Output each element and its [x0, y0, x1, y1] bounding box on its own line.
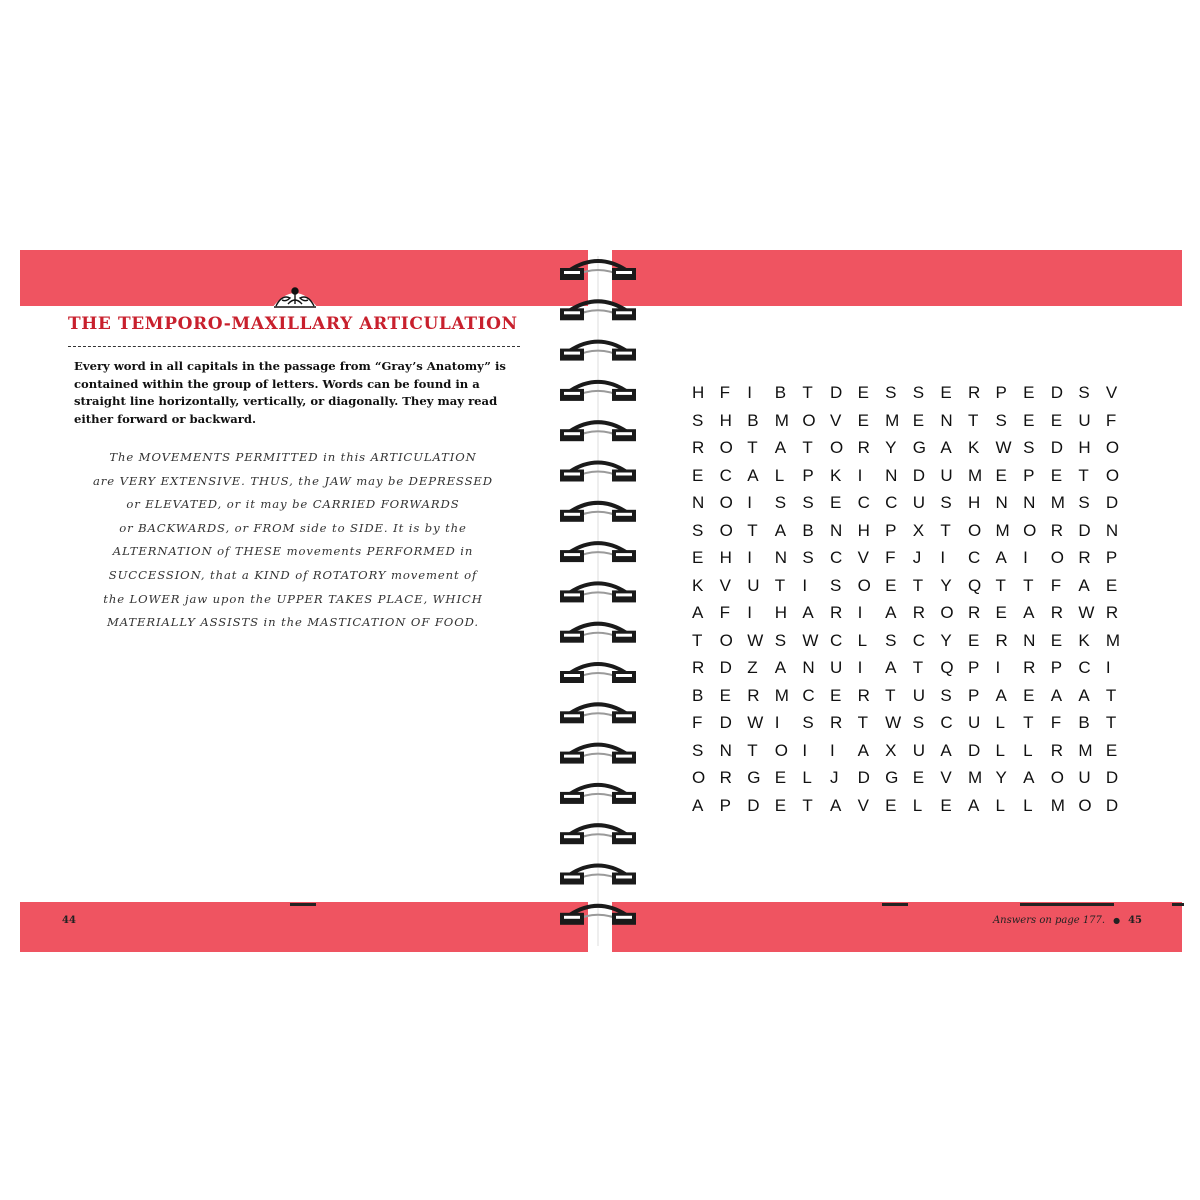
footer-separator: ● — [1113, 916, 1121, 925]
edge-mark — [290, 903, 316, 906]
passage-line: or BACKWARDS, or FROM side to SIDE. It is by the — [119, 520, 467, 535]
grid-letter: M — [967, 465, 983, 485]
grid-letter: F — [1105, 410, 1117, 430]
grid-letter: D — [1105, 795, 1119, 815]
grid-letter: Z — [747, 658, 758, 677]
grid-letter: T — [912, 658, 924, 677]
right-bottom-band — [612, 902, 1182, 952]
passage-line: MATERIALLY ASSISTS in the MASTICATION OF FOOD. — [107, 615, 479, 630]
grid-letter: S — [692, 740, 704, 760]
grid-letter: L — [1023, 740, 1033, 760]
grid-letter: S — [692, 520, 704, 540]
grid-letter: A — [995, 685, 1007, 705]
grid-letter: C — [829, 630, 843, 650]
grid-letter: D — [967, 740, 981, 760]
grid-letter: E — [967, 630, 980, 650]
grid-letter: F — [1050, 575, 1062, 595]
grid-letter: S — [995, 410, 1007, 430]
grid-letter: T — [940, 520, 951, 540]
edge-mark — [1172, 903, 1184, 906]
grid-letter: H — [774, 603, 788, 622]
grid-letter: A — [1023, 603, 1035, 622]
grid-letter: T — [802, 795, 813, 815]
grid-letter: O — [719, 630, 733, 650]
grid-letter: R — [692, 658, 705, 677]
grid-letter: Y — [885, 438, 897, 457]
grid-letter: C — [719, 465, 732, 485]
grid-letter: N — [829, 520, 843, 540]
grid-letter: C — [829, 548, 843, 567]
grid-letter: O — [719, 520, 733, 540]
grid-letter: I — [1023, 548, 1028, 567]
left-page — [20, 250, 588, 952]
grid-letter: G — [747, 768, 761, 787]
grid-letter: I — [774, 713, 780, 732]
grid-letter: T — [1023, 575, 1034, 595]
grid-letter: E — [857, 383, 869, 402]
grid-letter: D — [1050, 438, 1063, 457]
grid-letter: W — [885, 713, 902, 732]
edge-mark — [882, 903, 908, 906]
passage-line: are VERY EXTENSIVE. THUS, the JAW may be DEPRESSED — [93, 473, 493, 488]
grid-letter: M — [995, 520, 1010, 540]
grid-letter: E — [1105, 575, 1118, 595]
grid-letter: D — [1078, 520, 1091, 540]
grid-letter: T — [692, 630, 703, 650]
grid-letter: B — [774, 383, 787, 402]
grid-letter: L — [774, 465, 785, 485]
grid-letter: S — [940, 685, 952, 705]
grid-letter: X — [912, 520, 925, 540]
title-divider — [68, 346, 520, 347]
grid-letter: N — [1023, 493, 1036, 512]
grid-letter: I — [802, 575, 808, 595]
grid-letter: H — [719, 410, 732, 430]
grid-letter: R — [912, 603, 926, 622]
grid-letter: L — [912, 795, 923, 815]
grid-letter: A — [802, 603, 814, 622]
grid-letter: E — [719, 685, 731, 705]
grid-letter: U — [829, 658, 843, 677]
grid-letter: V — [1105, 383, 1118, 402]
grid-letter: E — [1050, 410, 1063, 430]
grid-letter: P — [967, 685, 980, 705]
grid-letter: T — [747, 438, 758, 457]
grid-letter: A — [1050, 685, 1063, 705]
grid-letter: T — [1105, 713, 1117, 732]
grid-letter: S — [885, 383, 897, 402]
grid-letter: A — [940, 438, 952, 457]
grid-letter: O — [857, 575, 871, 595]
answers-reference: Answers on page 177. — [992, 915, 1106, 926]
grid-letter: D — [1050, 383, 1063, 402]
grid-letter: T — [967, 410, 979, 430]
grid-letter: C — [802, 685, 815, 705]
grid-letter: N — [774, 548, 788, 567]
grid-letter: I — [857, 465, 863, 485]
grid-letter: L — [995, 713, 1005, 732]
grid-letter: H — [719, 548, 732, 567]
grid-letter: H — [1078, 438, 1091, 457]
grid-letter: A — [1023, 768, 1035, 787]
grid-letter: A — [692, 795, 704, 815]
grid-letter: W — [1078, 603, 1095, 622]
grid-letter: A — [774, 658, 787, 677]
grid-letter: B — [802, 520, 814, 540]
grid-letter: U — [747, 575, 760, 595]
grid-letter: O — [1050, 548, 1064, 567]
grid-letter: T — [1023, 713, 1034, 732]
grid-letter: O — [692, 768, 706, 787]
grid-letter: T — [802, 438, 813, 457]
grid-letter: O — [940, 603, 954, 622]
grid-letter: T — [1078, 465, 1089, 485]
grid-letter: A — [1078, 575, 1090, 595]
grid-letter: W — [747, 713, 764, 732]
right-top-band — [612, 250, 1182, 306]
grid-letter: U — [1078, 768, 1091, 787]
grid-letter: S — [802, 493, 814, 512]
grid-letter: A — [967, 795, 980, 815]
grid-letter: T — [747, 740, 758, 760]
grid-letter: I — [857, 603, 863, 622]
grid-letter: U — [912, 685, 926, 705]
grid-letter: A — [692, 603, 704, 622]
grid-letter: R — [829, 713, 843, 732]
grid-letter: R — [719, 768, 732, 787]
passage-line: or ELEVATED, or it may be CARRIED FORWARDS — [126, 497, 460, 512]
grid-letter: D — [1105, 768, 1119, 787]
grid-letter: E — [1023, 383, 1035, 402]
grid-letter: D — [719, 658, 732, 677]
grid-letter: E — [1105, 740, 1118, 760]
grid-letter: C — [912, 630, 926, 650]
grid-letter: O — [1105, 438, 1120, 457]
grid-letter: E — [1050, 465, 1063, 485]
grid-letter: O — [1050, 768, 1064, 787]
grid-letter: U — [940, 465, 953, 485]
grid-letter: R — [967, 383, 981, 402]
grid-letter: I — [802, 740, 808, 760]
grid-letter: F — [1050, 713, 1062, 732]
grid-letter: S — [912, 713, 925, 732]
grid-letter: E — [885, 575, 897, 595]
grid-letter: P — [1023, 465, 1035, 485]
grid-letter: V — [940, 768, 952, 787]
spiral-binding-icon — [556, 256, 640, 946]
grid-letter: E — [774, 795, 787, 815]
grid-letter: S — [940, 493, 952, 512]
grid-letter: L — [802, 768, 812, 787]
grid-letter: I — [747, 383, 752, 402]
grid-letter: J — [912, 548, 922, 567]
grid-letter: N — [885, 465, 898, 485]
grid-letter: I — [995, 658, 1001, 677]
grid-letter: D — [1105, 493, 1119, 512]
passage-text — [78, 446, 508, 635]
grid-letter: S — [912, 383, 925, 402]
grid-letter: E — [912, 768, 925, 787]
grid-letter: D — [829, 383, 843, 402]
grid-letter: R — [1050, 520, 1063, 540]
footer-note — [993, 915, 1142, 926]
grid-letter: K — [1078, 630, 1090, 650]
grid-letter: S — [774, 630, 787, 650]
grid-letter: S — [802, 713, 814, 732]
grid-letter: I — [857, 658, 863, 677]
grid-letter: C — [940, 713, 953, 732]
grid-letter: A — [885, 658, 897, 677]
grid-letter: E — [1023, 685, 1035, 705]
grid-letter: P — [967, 658, 980, 677]
grid-letter: B — [747, 410, 759, 430]
grid-letter: N — [940, 410, 953, 430]
page-number-left: 44 — [62, 915, 76, 926]
grid-letter: R — [995, 630, 1008, 650]
grid-letter: B — [692, 685, 704, 705]
grid-letter: P — [1050, 658, 1063, 677]
grid-letter: K — [967, 438, 980, 457]
grid-letter: S — [885, 630, 897, 650]
grid-letter: A — [829, 795, 842, 815]
grid-letter: U — [1078, 410, 1091, 430]
grid-letter: A — [1078, 685, 1090, 705]
grid-letter: D — [857, 768, 870, 787]
grid-letter: T — [912, 575, 924, 595]
grid-letter: A — [885, 603, 897, 622]
grid-letter: U — [967, 713, 981, 732]
grid-letter: J — [829, 768, 839, 787]
grid-letter: N — [802, 658, 815, 677]
grid-letter: G — [885, 768, 899, 787]
grid-letter: P — [802, 465, 814, 485]
grid-letter: R — [747, 685, 760, 705]
grid-letter: E — [774, 768, 787, 787]
grid-letter: F — [692, 713, 703, 732]
grid-letter: M — [1050, 795, 1065, 815]
grid-letter: P — [995, 383, 1007, 402]
grid-letter: R — [1050, 740, 1063, 760]
grid-letter: A — [995, 548, 1007, 567]
grid-letter: N — [692, 493, 705, 512]
grid-letter: I — [747, 493, 752, 512]
grid-letter: P — [885, 520, 897, 540]
grid-letter: V — [719, 575, 731, 595]
grid-letter: S — [1078, 493, 1090, 512]
grid-letter: I — [829, 740, 835, 760]
grid-letter: O — [967, 520, 982, 540]
grid-letter: V — [857, 548, 869, 567]
grid-letter: E — [995, 465, 1007, 485]
grid-letter: W — [802, 630, 819, 650]
grid-letter: L — [995, 740, 1005, 760]
passage-line: ALTERNATION of THESE movements PERFORMED in — [112, 544, 474, 559]
grid-letter: R — [1050, 603, 1063, 622]
grid-letter: D — [747, 795, 760, 815]
grid-letter: V — [857, 795, 869, 815]
grid-letter: C — [967, 548, 981, 567]
grid-letter: E — [829, 493, 842, 512]
grid-letter: D — [719, 713, 732, 732]
grid-letter: M — [885, 410, 900, 430]
grid-letter: T — [885, 685, 896, 705]
grid-letter: O — [802, 410, 816, 430]
grid-letter: E — [995, 603, 1007, 622]
grid-letter: E — [940, 383, 952, 402]
passage-line: the LOWER jaw upon the UPPER TAKES PLACE, WHICH — [103, 591, 483, 606]
grid-letter: K — [829, 465, 842, 485]
grid-letter: E — [912, 410, 925, 430]
grid-letter: C — [885, 493, 898, 512]
grid-letter: K — [692, 575, 704, 595]
grid-letter: A — [774, 438, 787, 457]
passage-line: SUCCESSION, that a KIND of ROTATORY movement of — [108, 567, 478, 582]
grid-letter: I — [1105, 658, 1111, 677]
grid-letter: F — [885, 548, 896, 567]
grid-letter: Q — [967, 575, 982, 595]
grid-letter: M — [1050, 493, 1065, 512]
passage-line: The MOVEMENTS PERMITTED in this ARTICULATION — [109, 450, 477, 464]
grid-letter: O — [829, 438, 844, 457]
grid-letter: N — [1023, 630, 1036, 650]
grid-letter: T — [802, 383, 813, 402]
grid-letter: A — [857, 740, 869, 760]
grid-letter: O — [719, 493, 733, 512]
grid-letter: T — [857, 713, 868, 732]
grid-letter: S — [829, 575, 842, 595]
grid-letter: V — [829, 410, 842, 430]
grid-letter: Y — [995, 768, 1007, 787]
grid-letter: X — [885, 740, 897, 760]
grid-letter: H — [967, 493, 981, 512]
grid-letter: S — [802, 548, 814, 567]
grid-letter: E — [829, 685, 842, 705]
ornament-icon — [268, 282, 322, 310]
grid-letter: S — [774, 493, 787, 512]
page-title: THE TEMPORO-MAXILLARY ARTICULATION — [68, 314, 518, 334]
grid-letter: F — [719, 603, 730, 622]
grid-letter: R — [857, 438, 870, 457]
grid-letter: C — [857, 493, 870, 512]
grid-letter: M — [774, 410, 789, 430]
grid-letter: O — [719, 438, 733, 457]
grid-letter: L — [857, 630, 868, 650]
grid-letter: T — [774, 575, 786, 595]
grid-letter: E — [692, 465, 704, 485]
grid-letter: P — [719, 795, 731, 815]
grid-letter: E — [885, 795, 897, 815]
grid-letter: Y — [940, 575, 952, 595]
grid-letter: M — [967, 768, 983, 787]
grid-letter: Q — [940, 658, 954, 677]
grid-letter: L — [995, 795, 1005, 815]
grid-letter: G — [912, 438, 926, 457]
grid-letter: F — [719, 383, 730, 402]
grid-letter: N — [1105, 520, 1119, 540]
page-number-right: 45 — [1128, 915, 1142, 926]
grid-letter: W — [995, 438, 1012, 457]
grid-letter: U — [912, 740, 926, 760]
grid-letter: U — [912, 493, 926, 512]
grid-letter: T — [995, 575, 1006, 595]
grid-letter: E — [1023, 410, 1035, 430]
grid-letter: Y — [940, 630, 952, 650]
grid-letter: M — [1078, 740, 1093, 760]
grid-letter: S — [1078, 383, 1090, 402]
grid-letter: O — [774, 740, 789, 760]
grid-letter: H — [857, 520, 870, 540]
grid-letter: M — [1105, 630, 1121, 650]
grid-letter: R — [829, 603, 843, 622]
grid-letter: I — [940, 548, 946, 567]
grid-letter: L — [1023, 795, 1033, 815]
grid-letter: M — [774, 685, 789, 705]
grid-letter: S — [692, 410, 704, 430]
grid-letter: A — [940, 740, 952, 760]
grid-letter: R — [1023, 658, 1036, 677]
grid-letter: R — [692, 438, 705, 457]
grid-letter: E — [1050, 630, 1063, 650]
grid-letter: N — [995, 493, 1008, 512]
grid-letter: I — [747, 603, 752, 622]
grid-letter: S — [1023, 438, 1035, 457]
grid-letter: H — [692, 383, 705, 402]
grid-letter: R — [1078, 548, 1091, 567]
grid-letter: A — [747, 465, 759, 485]
grid-letter: O — [1078, 795, 1092, 815]
grid-letter: N — [719, 740, 732, 760]
left-bottom-band — [20, 902, 588, 952]
grid-letter: O — [1023, 520, 1037, 540]
grid-letter: O — [1105, 465, 1120, 485]
grid-letter: T — [747, 520, 758, 540]
instructions-text: Every word in all capitals in the passage from “Gray’s Anatomy” is contained within the group of letters. Words can be found in a straight line horizontally, vertically, or diagonally. They may read either forward or backward. — [74, 359, 506, 426]
grid-letter: W — [747, 630, 764, 650]
grid-letter: R — [967, 603, 981, 622]
grid-letter: C — [1078, 658, 1091, 677]
grid-letter: P — [1105, 548, 1118, 567]
grid-letter: D — [912, 465, 926, 485]
grid-letter: T — [1105, 685, 1117, 705]
grid-letter: A — [774, 520, 787, 540]
edge-mark — [1020, 903, 1114, 906]
grid-letter: B — [1078, 713, 1090, 732]
grid-letter: I — [747, 548, 752, 567]
word-search-grid — [692, 383, 1134, 823]
grid-letter: E — [857, 410, 869, 430]
grid-letter: R — [857, 685, 870, 705]
grid-letter: R — [1105, 603, 1119, 622]
grid-letter: E — [692, 548, 704, 567]
grid-letter: E — [940, 795, 952, 815]
